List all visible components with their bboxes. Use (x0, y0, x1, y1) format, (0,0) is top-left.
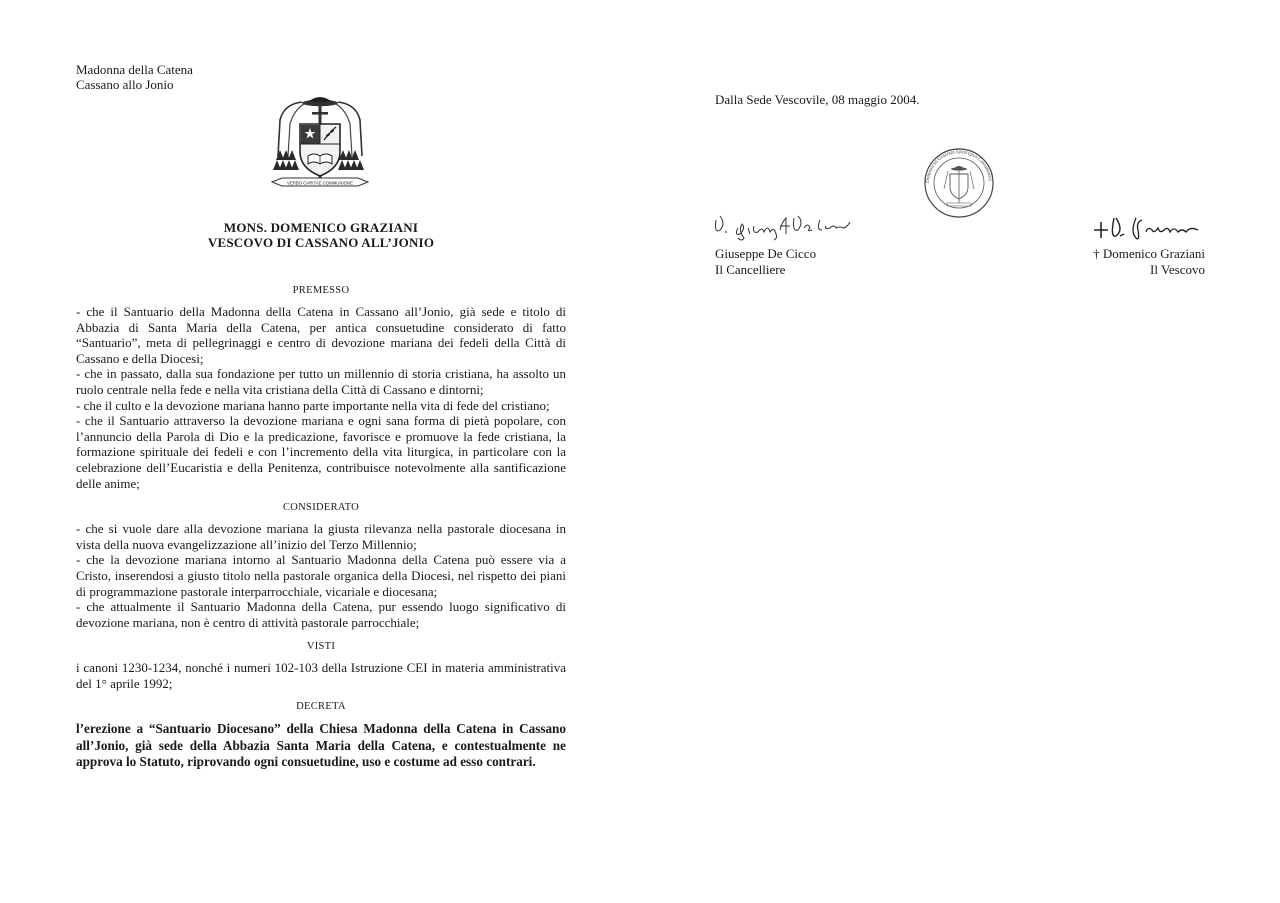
premesso-item: - che il culto e la devozione mariana hanno parte importante nella vita di fede del cristiano; (76, 397, 550, 413)
section-heading-decreta: DECRETA (296, 701, 346, 713)
seal-inscription: Domenicus Graziani Episcopus Cassanensis (924, 148, 993, 184)
bishop-signer (1000, 246, 1205, 278)
premesso-item: - che il Santuario della Madonna della Catena in Cassano all’Jonio, già sede e titolo di Abbazia di Santa Maria della Catena, per antica consuetudine considerato di fatto “Santuario”, meta di pellegrinaggi e centro di devozione mariana dei fedeli della Città di Cassano e della Diocesi; (76, 304, 566, 366)
episcopal-coat-of-arms (268, 94, 372, 196)
premesso-list (76, 304, 566, 491)
bishop-role: Il Vescovo (1149, 262, 1205, 277)
bishop-signature (1090, 208, 1202, 246)
chancellor-signature (712, 208, 852, 242)
letterhead-place (76, 62, 566, 92)
diocesan-seal (920, 147, 998, 219)
issuer-name: MONS. DOMENICO GRAZIANI (223, 220, 419, 235)
considerato-list (76, 521, 566, 630)
motto-text: VERBO CARITAE COMMUNIONE (286, 180, 354, 186)
issue-date: Dalla Sede Vescovile, 08 maggio 2004. (715, 92, 920, 107)
considerato-item: - che la devozione mariana intorno al Santuario Madonna della Catena può essere via a Cristo, inserendosi a giusto titolo nella pastorale organica della Diocesi, nel rispetto dei piani di programmazione pastorale interparrocchiale, vicariale e diocesana; (76, 552, 566, 599)
section-heading-considerato: CONSIDERATO (282, 502, 360, 514)
decree-body (76, 285, 566, 770)
bishop-name: † Domenico Graziani (1093, 246, 1205, 261)
decree-text: l’erezione a “Santuario Diocesano” della Chiesa Madonna della Catena in Cassano all’Jonio, già sede della Abbazia Santa Maria della Catena, e contestualmente ne approva lo Statuto, riprovando ogni consuetudine, uso e costume ad esso contrari. (76, 721, 566, 769)
considerato-item: - che attualmente il Santuario Madonna della Catena, pur essendo luogo significativo di devozione mariana, non è centro di attività pastorale parrocchiale; (76, 599, 566, 630)
section-heading-visti: VISTI (306, 641, 336, 653)
considerato-item: - che si vuole dare alla devozione mariana la giusta rilevanza nella pastorale diocesana in vista della nuova evangelizzazione all’inizio del Terzo Millennio; (76, 521, 566, 552)
issuer-office: VESCOVO DI CASSANO ALL’JONIO (207, 235, 435, 250)
issuer-title (76, 220, 566, 250)
chancellor-signer (715, 246, 816, 278)
place-line-1: Madonna della Catena (76, 62, 193, 77)
section-heading-premesso: PREMESSO (292, 285, 350, 296)
chancellor-role: Il Cancelliere (715, 262, 786, 277)
place-line-2: Cassano allo Jonio (76, 77, 174, 92)
premesso-item: - che in passato, dalla sua fondazione per tutto un millennio di storia cristiana, ha assolto un ruolo centrale nella fede e nella vita cristiana della Città di Cassano e dintorni; (76, 366, 566, 397)
chancellor-name: Giuseppe De Cicco (715, 246, 817, 261)
premesso-item: - che il Santuario attraverso la devozione mariana e ogni sana forma di pietà popolare, con l’annuncio della Parola di Dio e la predicazione, favorisce e promuove la fede cristiana, la formazione spirituale dei fedeli e con l’incremento della vita liturgica, in particolare con la celebrazione dell’Eucaristia e della Penitenza, contribuisce notevolmente alla santificazione delle anime; (76, 413, 566, 491)
visti-text: i canoni 1230-1234, nonché i numeri 102-103 della Istruzione CEI in materia amministrativa del 1° aprile 1992; (76, 660, 566, 691)
